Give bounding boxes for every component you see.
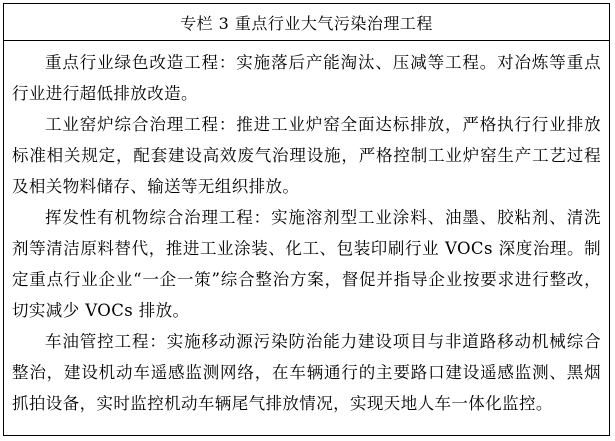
paragraph-vehicle-control: 车油管控工程：实施移动源污染防治能力建设项目与非道路移动机械综合整治，建设机动车遥感监测网络，在车辆通行的主要路口建设遥感监测、黑烟抓拍设备，实时监控机动车辆尾气排放情况，实现天地人车一体化监控。: [12, 332, 601, 413]
column-content: [4, 41, 609, 419]
column-box: [3, 3, 610, 436]
paragraph-industrial-kiln: 工业窑炉综合治理工程：推进工业炉窑全面达标排放，严格执行行业排放标准相关规定，配套建设高效废气治理设施，严格控制工业炉窑生产工艺过程及相关物料储存、输送等无组织排放。: [12, 115, 601, 196]
paragraph-vocs-treatment: 挥发性有机物综合治理工程：实施溶剂型工业涂料、油墨、胶粘剂、清洗剂等清洁原料替代，推进工业涂装、化工、包装印刷行业 VOCs 深度治理。制定重点行业企业“一企一策”综合整治方案，督促并指导企业按要求进行整改，切实减少 VOCs 排放。: [12, 208, 601, 320]
paragraph-green-retrofit: 重点行业绿色改造工程：实施落后产能淘汰、压减等工程。对冶炼等重点行业进行超低排放改造。: [12, 53, 601, 103]
column-title: 专栏 3 重点行业大气污染治理工程: [4, 4, 609, 41]
